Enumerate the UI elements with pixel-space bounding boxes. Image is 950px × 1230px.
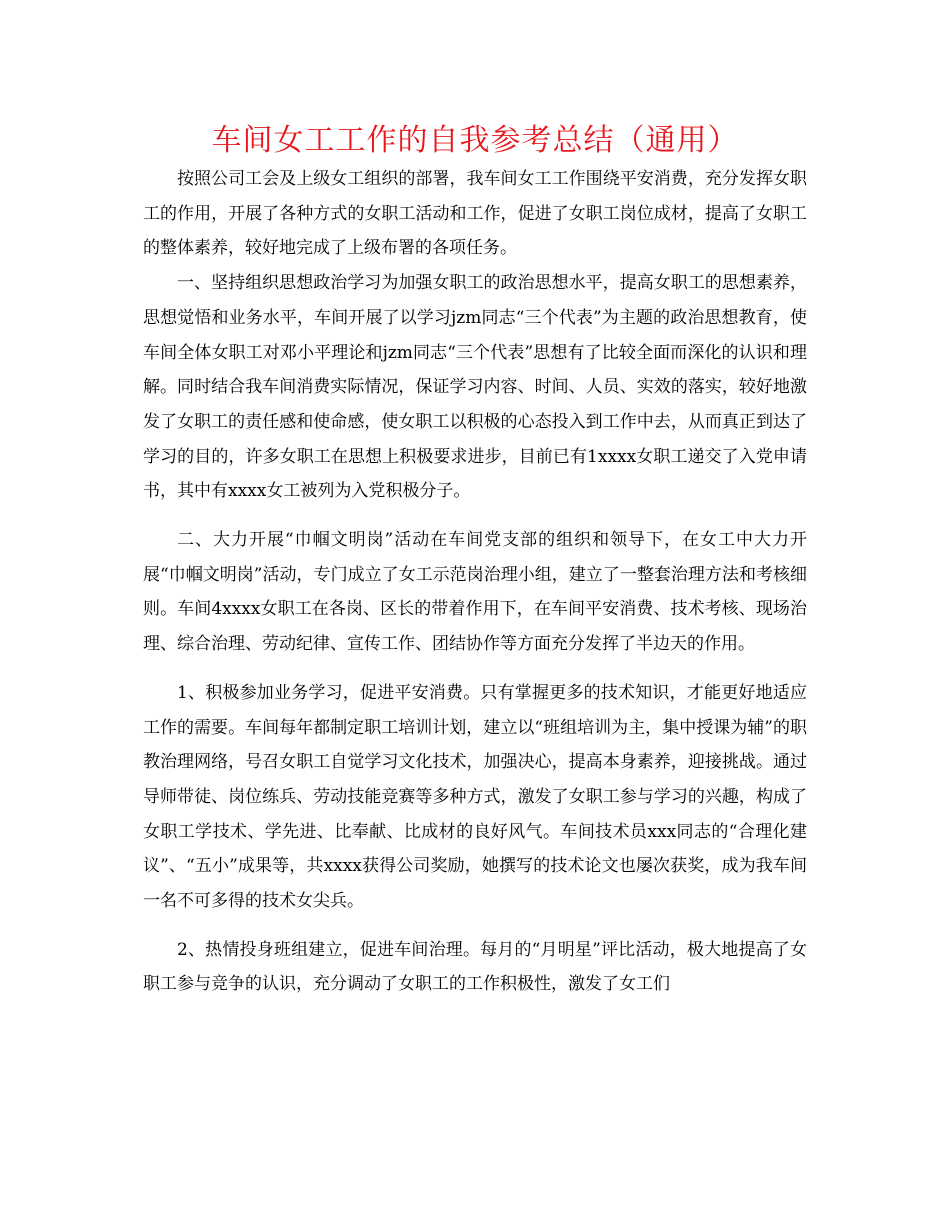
document-body bbox=[143, 162, 807, 1002]
paragraph-item-2: 2、热情投身班组建立，促进车间治理。每月的“月明星”评比活动，极大地提高了女职工参与竞争的认识，充分调动了女职工的工作积极性，激发了女工们 bbox=[143, 939, 807, 995]
paragraph-intro: 按照公司工会及上级女工组织的部署，我车间女工工作围绕平安消费，充分发挥女职工的作用，开展了各种方式的女职工活动和工作，促进了女职工岗位成材，提高了女职工的整体素养，较好地完成了上级布署的各项任务。 bbox=[143, 169, 807, 259]
paragraph-section-1: 一、坚持组织思想政治学习为加强女职工的政治思想水平，提高女职工的思想素养，思想觉悟和业务水平，车间开展了以学习jzm同志“三个代表”为主题的政治思想教育，使车间全体女职工对邓小平理论和jzm同志“三个代表”思想有了比较全面而深化的认识和理解。同时结合我车间消费实际情况，保证学习内容、时间、人员、实效的落实，较好地激发了女职工的责任感和使命感，使女职工以积极的心态投入到工作中去，从而真正到达了学习的目的，许多女职工在思想上积极要求进步，目前已有1xxxx女职工递交了入党申请书，其中有xxxx女工被列为入党积极分子。 bbox=[143, 273, 807, 502]
paragraph-item-1: 1、积极参加业务学习，促进平安消费。只有掌握更多的技术知识，才能更好地适应工作的需要。车间每年都制定职工培训计划，建立以“班组培训为主，集中授课为辅”的职教治理网络，号召女职工自觉学习文化技术，加强决心，提高本身素养，迎接挑战。通过导师带徒、岗位练兵、劳动技能竞赛等多种方式，激发了女职工参与学习的兴趣，构成了女职工学技术、学先进、比奉献、比成材的良好风气。车间技术员xxx同志的“合理化建议”、“五小”成果等，共xxxx获得公司奖励，她撰写的技术论文也屡次获奖，成为我车间一名不可多得的技术女尖兵。 bbox=[143, 682, 807, 912]
document-title: 车间女工工作的自我参考总结（通用） bbox=[211, 123, 739, 158]
paragraph-section-2: 二、大力开展“巾帼文明岗”活动在车间党支部的组织和领导下，在女工中大力开展“巾帼文明岗”活动，专门成立了女工示范岗治理小组，建立了一整套治理方法和考核细则。车间4xxxx女职工在各岗、区长的带着作用下，在车间平安消费、技术考核、现场治理、综合治理、劳动纪律、宣传工作、团结协作等方面充分发挥了半边天的作用。 bbox=[143, 530, 807, 655]
